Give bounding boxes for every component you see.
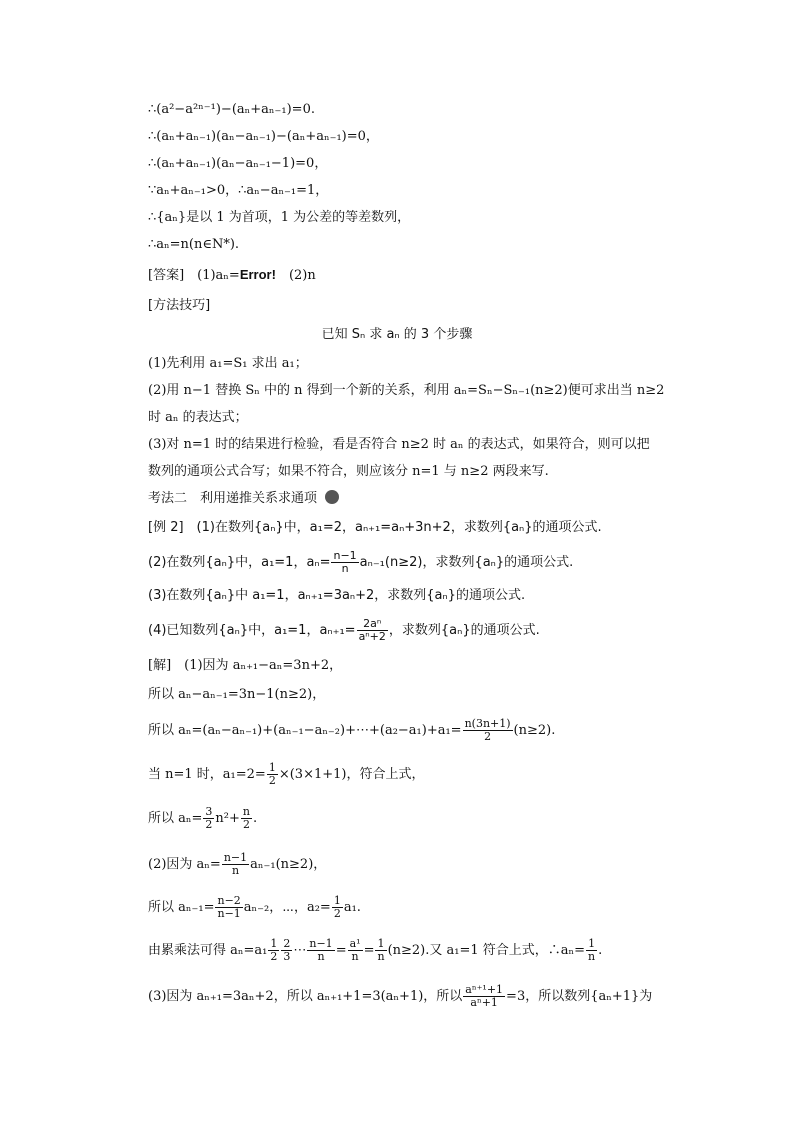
example-2-part-4 [148,618,540,643]
solution-line-6 [148,852,326,877]
solution-line-8-c: = [335,943,347,958]
solution-line-8-f: . [598,943,603,958]
solution-line-8 [148,938,602,963]
solution-line-3 [148,718,555,743]
answer-line [148,266,316,285]
solution-line-8-e: (n≥2).又 a₁=1 符合上式，∴aₙ= [387,943,586,958]
fraction-numerator: a¹ [349,937,361,950]
answer-error: Error! [239,267,276,282]
fraction-denominator: n [341,562,349,575]
fraction-denominator: n [588,950,596,963]
fraction-numerator: n(3n+1) [464,717,511,730]
solution-line-7-b: aₙ₋₂，⋯，a₂= [243,900,331,915]
solution-line-8-d: = [363,943,375,958]
derivation-line-5: ∴{aₙ}是以 1 为首项，1 为公差的等差数列， [148,210,411,225]
fraction-numerator: 3 [205,805,213,818]
method-2-heading [148,490,339,508]
solution-line-3-b: (n≥2). [513,723,556,738]
fraction-numerator: n−1 [223,851,248,864]
fraction [268,938,279,963]
solution-line-4 [148,762,424,787]
fraction-numerator: 1 [333,894,341,907]
fraction [203,806,214,831]
step-2-line-a: (2)用 n−1 替换 Sₙ 中的 n 得到一个新的关系，利用 aₙ=Sₙ−Sₙ₋₁(n≥2)便可求出当 n≥2 [148,383,665,398]
answer-suffix: (2)n [275,268,316,283]
fraction-denominator: 2 [268,774,276,787]
step-3-line-a: (3)对 n=1 时的结果进行检验，看是否符合 n≥2 时 aₙ 的表达式，如果符合，则可以把 [148,437,650,452]
solution-line-9-b: =3，所以数列{aₙ+1}为 [506,989,653,1004]
fraction [215,895,242,920]
fraction [348,938,363,963]
solution-line-6-b: aₙ₋₁(n≥2)， [250,857,327,872]
fraction-denominator: n [231,864,240,877]
fraction-denominator: n−1 [217,907,241,920]
example-2-part-4-a: (4)已知数列{aₙ}中，a₁=1，aₙ₊₁= [148,623,356,638]
fraction-numerator: 1 [268,761,276,774]
solution-line-3-a: 所以 aₙ=(aₙ−aₙ₋₁)+(aₙ₋₁−aₙ₋₂)+⋯+(a₂−a₁)+a₁= [148,723,462,738]
solution-line-8-a: 由累乘法可得 aₙ=a₁ [148,943,268,958]
fraction-denominator: aⁿ+2 [358,630,386,643]
fraction-numerator: n−1 [333,549,357,562]
fraction-numerator: 2 [283,937,291,950]
fraction-denominator: 2 [242,818,250,831]
fraction-denominator: 3 [283,950,291,963]
step-3-line-b: 数列的通项公式合写；如果不符合，则应该分 n=1 与 n≥2 两段来写. [148,464,549,479]
solution-line-4-a: 当 n=1 时，a₁=2= [148,767,266,782]
fraction-denominator: n [377,950,385,963]
fraction-numerator: n−1 [309,937,333,950]
derivation-line-1: ∴(a²−a²ⁿ⁻¹)−(aₙ+aₙ₋₁)=0. [148,102,315,117]
fraction [375,938,386,963]
fraction [281,938,292,963]
solution-line-9 [148,984,652,1009]
solution-line-5 [148,806,257,831]
fraction-denominator: aⁿ+1 [470,996,498,1009]
derivation-line-4: ∵aₙ+aₙ₋₁>0，∴aₙ−aₙ₋₁=1， [148,183,329,198]
fraction-denominator: 2 [270,950,278,963]
fraction-denominator: n [351,950,359,963]
solution-line-5-c: . [252,811,258,826]
solution-line-1: [解] (1)因为 aₙ₊₁−aₙ=3n+2， [148,658,343,673]
fraction [267,762,278,787]
fraction-denominator: 2 [205,818,213,831]
answer-prefix: [答案] (1)aₙ= [148,268,240,283]
bullet-dot-icon [325,490,339,504]
fraction-numerator: 2aⁿ [357,618,388,631]
example-2-part-2-b: aₙ₋₁(n≥2)，求数列{aₙ}的通项公式. [359,555,574,570]
step-2-line-b: 时 aₙ 的表达式； [148,410,248,425]
fraction-denominator: 2 [484,730,492,743]
solution-line-7-c: a₁. [343,900,361,915]
fraction-numerator: 1 [586,938,597,951]
fraction-numerator: n [242,805,250,818]
method-heading: 已知 Sₙ 求 aₙ 的 3 个步骤 [321,327,473,342]
fraction [307,938,334,963]
method-title: [方法技巧] [148,298,211,313]
derivation-line-6: ∴aₙ=n(n∈N*). [148,237,240,252]
fraction [586,938,597,963]
fraction [332,895,343,920]
fraction [357,618,388,643]
fraction-numerator: 1 [375,938,386,951]
fraction-numerator: aⁿ⁺¹+1 [465,983,504,996]
fraction [463,984,505,1009]
solution-line-8-b: ⋯ [293,943,307,958]
fraction-numerator: 1 [270,937,278,950]
solution-line-6-a: (2)因为 aₙ= [148,857,221,872]
fraction [331,550,358,575]
fraction [222,852,249,877]
fraction-denominator: n [317,950,325,963]
solution-line-5-a: 所以 aₙ= [148,811,203,826]
solution-line-9-a: (3)因为 aₙ₊₁=3aₙ+2，所以 aₙ₊₁+1=3(aₙ+1)，所以 [148,989,463,1004]
fraction-denominator: 2 [333,907,341,920]
solution-line-2: 所以 aₙ−aₙ₋₁=3n−1(n≥2)， [148,687,326,702]
derivation-line-2: ∴(aₙ+aₙ₋₁)(aₙ−aₙ₋₁)−(aₙ+aₙ₋₁)=0， [148,129,379,144]
solution-line-7-a: 所以 aₙ₋₁= [148,900,215,915]
step-1: (1)先利用 a₁=S₁ 求出 a₁； [148,356,308,371]
example-2-part-4-b: ，求数列{aₙ}的通项公式. [388,623,540,638]
fraction [241,806,252,831]
method-2-label: 考法二 利用递推关系求通项 [148,491,318,506]
example-2-part-3: (3)在数列{aₙ}中 a₁=1，aₙ₊₁=3aₙ+2，求数列{aₙ}的通项公式. [148,588,526,603]
solution-line-5-b: n²+ [215,811,240,826]
derivation-line-3: ∴(aₙ+aₙ₋₁)(aₙ−aₙ₋₁−1)=0， [148,156,328,171]
fraction [463,718,513,743]
example-2-part-2-a: (2)在数列{aₙ}中，a₁=1，aₙ= [148,555,331,570]
fraction-numerator: n−2 [217,894,241,907]
example-2-part-1: [例 2] (1)在数列{aₙ}中，a₁=2，aₙ₊₁=aₙ+3n+2，求数列{aₙ}的通项公式. [148,520,602,535]
solution-line-4-b: ×(3×1+1)，符合上式， [278,767,425,782]
solution-line-7 [148,895,361,920]
example-2-part-2 [148,550,573,575]
